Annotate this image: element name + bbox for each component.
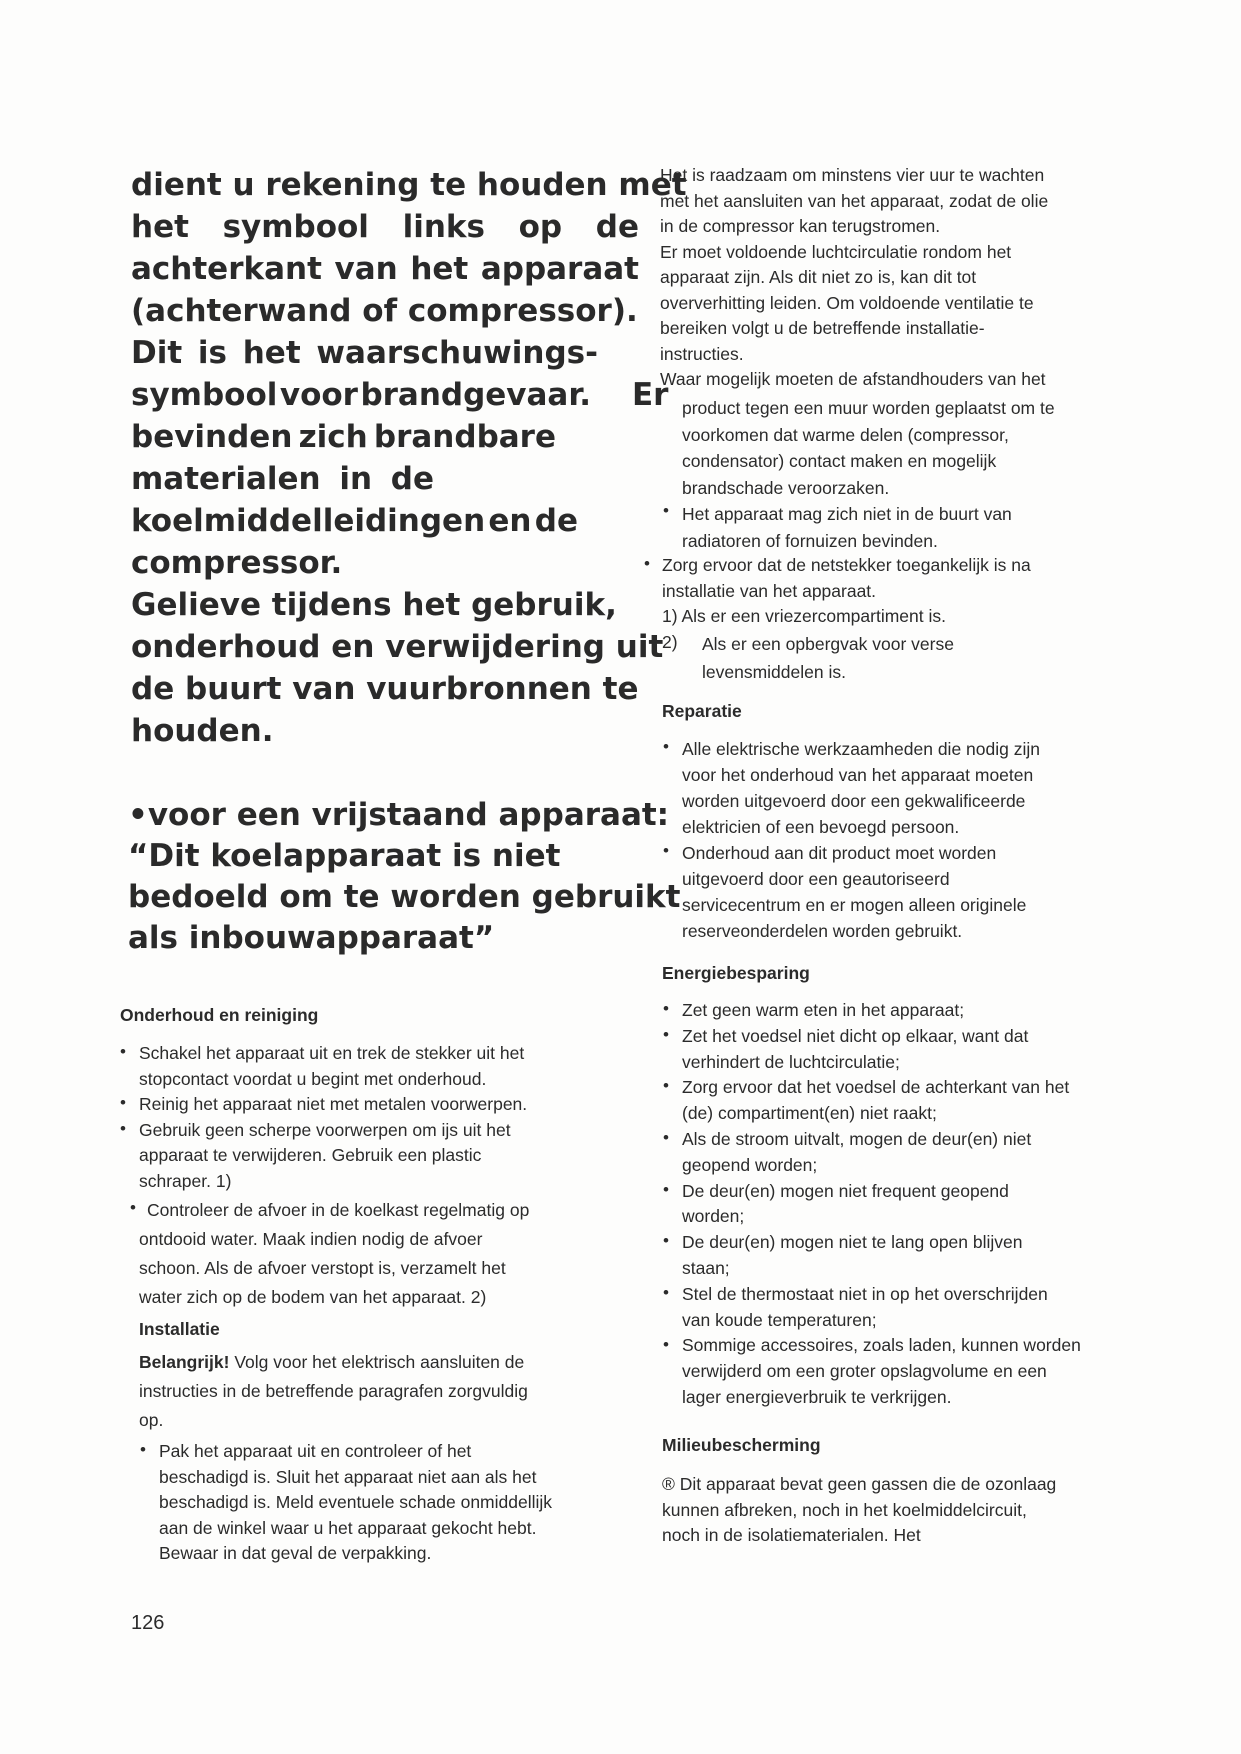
freestanding-notice xyxy=(128,795,681,959)
text-line: condensator) contact maken en mogelijk xyxy=(682,451,997,471)
bullet-icon: • xyxy=(663,1025,669,1044)
list-line: Gebruik geen scherpe voorwerpen om ijs uit het xyxy=(139,1119,511,1140)
warning-line: Dit is het waarschuwings- xyxy=(131,335,598,371)
text-line: Waar mogelijk moeten de afstandhouders van het xyxy=(660,369,1046,389)
text-line: radiatoren of fornuizen bevinden. xyxy=(682,530,938,551)
notice-line: •voor een vrijstaand apparaat: xyxy=(128,797,670,833)
important-line: op. xyxy=(139,1410,164,1430)
text-line: brandschade veroorzaken. xyxy=(682,477,890,498)
list-line: van koude temperaturen; xyxy=(682,1309,877,1330)
warning-line: koelmiddelleidingen en de xyxy=(131,503,578,539)
important-line: instructies in de betreffende paragrafen zorgvuldig xyxy=(139,1381,528,1401)
text-line: apparaat zijn. Als dit niet zo is, kan dit tot xyxy=(660,267,977,287)
text-line: Als er een opbergvak voor verse xyxy=(702,634,954,654)
list-line: De deur(en) mogen niet te lang open blijven xyxy=(682,1232,1023,1253)
ventilation-paragraph xyxy=(660,163,1048,393)
warning-line: bevinden zich brandbare xyxy=(131,419,556,455)
text-line: instructies. xyxy=(660,343,744,364)
bullet-icon: • xyxy=(663,1128,669,1147)
list-line: Als de stroom uitvalt, mogen de deur(en) niet xyxy=(682,1128,1032,1149)
list-line: Zet geen warm eten in het apparaat; xyxy=(682,1000,965,1020)
list-line: beschadigd is. Sluit het apparaat niet aan als het xyxy=(159,1466,537,1487)
unpack-list xyxy=(159,1439,552,1567)
important-line: Belangrijk! Volg voor het elektrisch aansluiten de xyxy=(139,1352,525,1372)
warning-line: onderhoud en verwijdering uit xyxy=(131,629,664,665)
notice-line: “Dit koelapparaat is niet xyxy=(128,838,561,874)
plug-paragraph xyxy=(662,553,1031,630)
list-line: staan; xyxy=(682,1257,730,1278)
installation-heading: Installatie xyxy=(139,1319,220,1339)
warning-line: de buurt van vuurbronnen te xyxy=(131,671,639,707)
list-line: Stel de thermostaat niet in op het overschrijden xyxy=(682,1283,1048,1304)
list-line: ontdooid water. Maak indien nodig de afvoer xyxy=(139,1229,483,1249)
list-line: servicecentrum en er mogen alleen originele xyxy=(682,895,1027,915)
list-line: aan de winkel waar u het apparaat gekocht hebt. xyxy=(159,1517,537,1538)
warning-line: achterkant van het apparaat xyxy=(131,251,639,287)
bullet-icon: • xyxy=(140,1440,146,1459)
important-paragraph xyxy=(139,1348,528,1435)
text-line: noch in de isolatiematerialen. Het xyxy=(662,1525,921,1545)
list-line: verhindert de luchtcirculatie; xyxy=(682,1051,900,1072)
text-line: product tegen een muur worden geplaatst om te xyxy=(682,398,1055,418)
list-line: apparaat te verwijderen. Gebruik een plastic xyxy=(139,1145,482,1165)
list-line: schraper. 1) xyxy=(139,1170,232,1191)
list-line: Reinig het apparaat niet met metalen voorwerpen. xyxy=(139,1094,528,1114)
bullet-icon: • xyxy=(663,501,669,520)
bullet-icon: • xyxy=(663,1335,669,1354)
list-line: schoon. Als de afvoer verstopt is, verzamelt het xyxy=(139,1258,506,1278)
repair-heading: Reparatie xyxy=(662,701,742,721)
notice-line: als inbouwapparaat” xyxy=(128,920,495,956)
list-line: De deur(en) mogen niet frequent geopend xyxy=(682,1180,1009,1201)
text-line: Het is raadzaam om minstens vier uur te wachten xyxy=(660,165,1045,185)
text-line: oververhitting leiden. Om voldoende ventilatie te xyxy=(660,292,1034,313)
bullet-icon: • xyxy=(663,1283,669,1302)
bullet-icon: • xyxy=(663,999,669,1018)
fire-warning-text xyxy=(131,164,687,752)
list-line: Schakel het apparaat uit en trek de stekker uit het xyxy=(139,1043,525,1063)
bullet-icon: • xyxy=(663,737,669,756)
text-line: ® Dit apparaat bevat geen gassen die de ozonlaag xyxy=(662,1474,1057,1494)
warning-word-er: Er xyxy=(632,377,669,413)
bullet-icon: • xyxy=(120,1119,126,1138)
energy-list xyxy=(682,998,1118,1411)
text-line: kunnen afbreken, noch in het koelmiddelcircuit, xyxy=(662,1499,1027,1520)
text-line: levensmiddelen is. xyxy=(702,662,846,682)
list-line: stopcontact voordat u begint met onderhoud. xyxy=(139,1068,487,1089)
drain-paragraph xyxy=(139,1196,529,1312)
text-line: in de compressor kan terugstromen. xyxy=(660,216,941,236)
list-line: Zet het voedsel niet dicht op elkaar, want dat xyxy=(682,1025,1029,1046)
warning-line: dient u rekening te houden met xyxy=(131,167,687,203)
list-line: Pak het apparaat uit en controleer of het xyxy=(159,1441,472,1461)
warning-line: compressor. xyxy=(131,545,343,581)
text-line: met het aansluiten van het apparaat, zodat de olie xyxy=(660,190,1049,211)
footnote-2-number: 2) xyxy=(662,632,678,652)
list-line: reserveonderdelen worden gebruikt. xyxy=(682,921,963,941)
list-line: worden; xyxy=(682,1206,745,1227)
warning-line: Gelieve tijdens het gebruik, xyxy=(131,587,617,623)
list-line: geopend worden; xyxy=(682,1154,818,1175)
text-line: installatie van het apparaat. xyxy=(662,580,877,601)
warning-line: (achterwand of compressor). xyxy=(131,293,638,329)
bullet-icon: • xyxy=(663,1231,669,1250)
list-line: Zorg ervoor dat het voedsel de achterkant van het xyxy=(682,1077,1070,1098)
footnote-1: 1) Als er een vriezercompartiment is. xyxy=(662,606,946,626)
list-line: Alle elektrische werkzaamheden die nodig zijn xyxy=(682,739,1040,759)
text-line: Zorg ervoor dat de netstekker toegankelijk is na xyxy=(662,555,1031,575)
notice-line: bedoeld om te worden gebruikt xyxy=(128,879,681,915)
bullet-icon: • xyxy=(644,554,650,573)
list-line: Sommige accessoires, zoals laden, kunnen worden xyxy=(682,1335,1081,1356)
bullet-icon: • xyxy=(130,1198,136,1217)
list-line: Controleer de afvoer in de koelkast regelmatig op xyxy=(147,1200,530,1220)
list-line: Onderhoud aan dit product moet worden xyxy=(682,843,997,863)
bullet-icon: • xyxy=(663,841,669,860)
maintenance-list xyxy=(139,1041,527,1194)
text-line: voorkomen dat warme delen (compressor, xyxy=(682,424,1009,445)
footnote-2 xyxy=(702,630,954,686)
list-line: worden uitgevoerd door een gekwalificeerde xyxy=(682,791,1026,811)
spacers-paragraph xyxy=(682,395,1055,554)
list-line: Bewaar in dat geval de verpakking. xyxy=(159,1543,432,1563)
list-line: verwijderd om een groter opslagvolume en een xyxy=(682,1361,1047,1382)
bullet-icon: • xyxy=(120,1042,126,1061)
list-line: elektricien of een bevoegd persoon. xyxy=(682,817,960,837)
important-label: Belangrijk! xyxy=(139,1352,230,1372)
list-line: uitgevoerd door een geautoriseerd xyxy=(682,869,950,889)
list-line: beschadigd is. Meld eventuele schade onmiddellijk xyxy=(159,1492,553,1512)
bullet-icon: • xyxy=(663,1076,669,1095)
bullet-icon: • xyxy=(120,1093,126,1112)
list-line: (de) compartiment(en) niet raakt; xyxy=(682,1103,937,1124)
bullet-icon: • xyxy=(663,1180,669,1199)
maintenance-heading: Onderhoud en reiniging xyxy=(120,1005,319,1025)
list-line: water zich op de bodem van het apparaat. 2) xyxy=(139,1287,487,1307)
warning-line: het symbool links op de xyxy=(131,209,639,245)
list-line: voor het onderhoud van het apparaat moeten xyxy=(682,765,1034,785)
text-line: bereiken volgt u de betreffende installatie- xyxy=(660,318,985,338)
text-line: Het apparaat mag zich niet in de buurt van xyxy=(682,504,1012,524)
list-line: lager energieverbruik te verkrijgen. xyxy=(682,1386,952,1407)
environment-heading: Milieubescherming xyxy=(662,1435,821,1455)
warning-line: houden. xyxy=(131,713,274,749)
text-line: Er moet voldoende luchtcirculatie rondom het xyxy=(660,241,1012,262)
environment-paragraph xyxy=(662,1472,1056,1549)
repair-list xyxy=(682,736,1040,944)
warning-line: materialen in de xyxy=(131,461,434,497)
warning-line: symbool voor brandgevaar. xyxy=(131,377,591,413)
page-number: 126 xyxy=(131,1612,165,1634)
energy-heading: Energiebesparing xyxy=(662,963,810,983)
